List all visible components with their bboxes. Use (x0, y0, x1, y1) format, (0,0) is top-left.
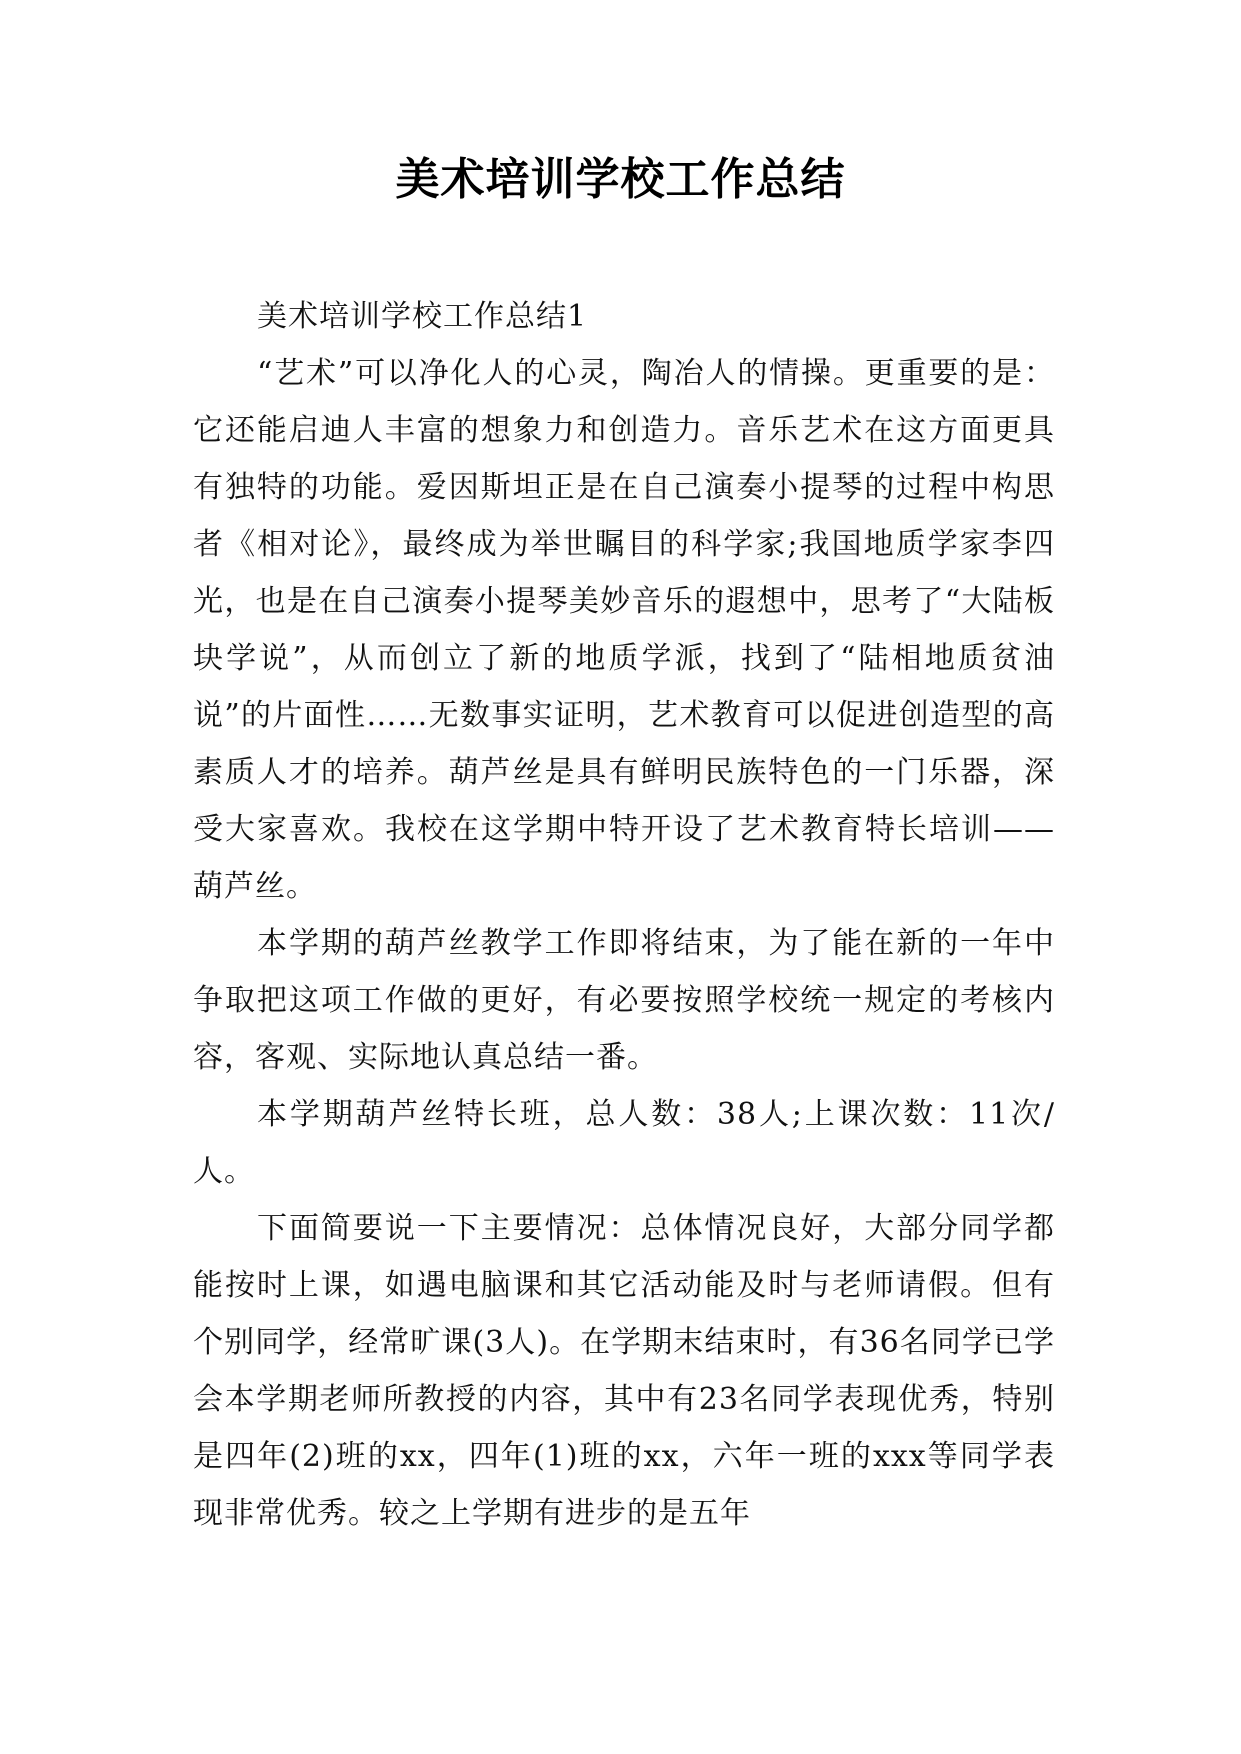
paragraph-art-education: “艺术”可以净化人的心灵，陶冶人的情操。更重要的是：它还能启迪人丰富的想象力和创造力。音乐艺术在这方面更具有独特的功能。爱因斯坦正是在自己演奏小提琴的过程中构思者《相对论》，最终成为举世瞩目的科学家;我国地质学家李四光，也是在自己演奏小提琴美妙音乐的遐想中，思考了“大陆板块学说”，从而创立了新的地质学派，找到了“陆相地质贫油说”的片面性……无数事实证明，艺术教育可以促进创造型的高素质人才的培养。葫芦丝是具有鲜明民族特色的一门乐器，深受大家喜欢。我校在这学期中特开设了艺术教育特长培训——葫芦丝。 (193, 356, 1055, 904)
section-heading: 美术培训学校工作总结1 (257, 299, 588, 334)
document-title: 美术培训学校工作总结 (395, 154, 846, 205)
paragraph-class-statistics: 本学期葫芦丝特长班，总人数：38人;上课次数：11次/人。 (193, 1097, 1055, 1189)
document-body (193, 288, 1055, 1542)
paragraph-main-situation: 下面简要说一下主要情况：总体情况良好，大部分同学都能按时上课，如遇电脑课和其它活动能及时与老师请假。但有个别同学，经常旷课(3人)。在学期末结束时，有36名同学已学会本学期老师所教授的内容，其中有23名同学表现优秀，特别是四年(2)班的xx，四年(1)班的xx，六年一班的xxx等同学表现非常优秀。较之上学期有进步的是五年 (193, 1211, 1055, 1531)
paragraph-semester-summary: 本学期的葫芦丝教学工作即将结束，为了能在新的一年中争取把这项工作做的更好，有必要按照学校统一规定的考核内容，客观、实际地认真总结一番。 (193, 926, 1055, 1075)
